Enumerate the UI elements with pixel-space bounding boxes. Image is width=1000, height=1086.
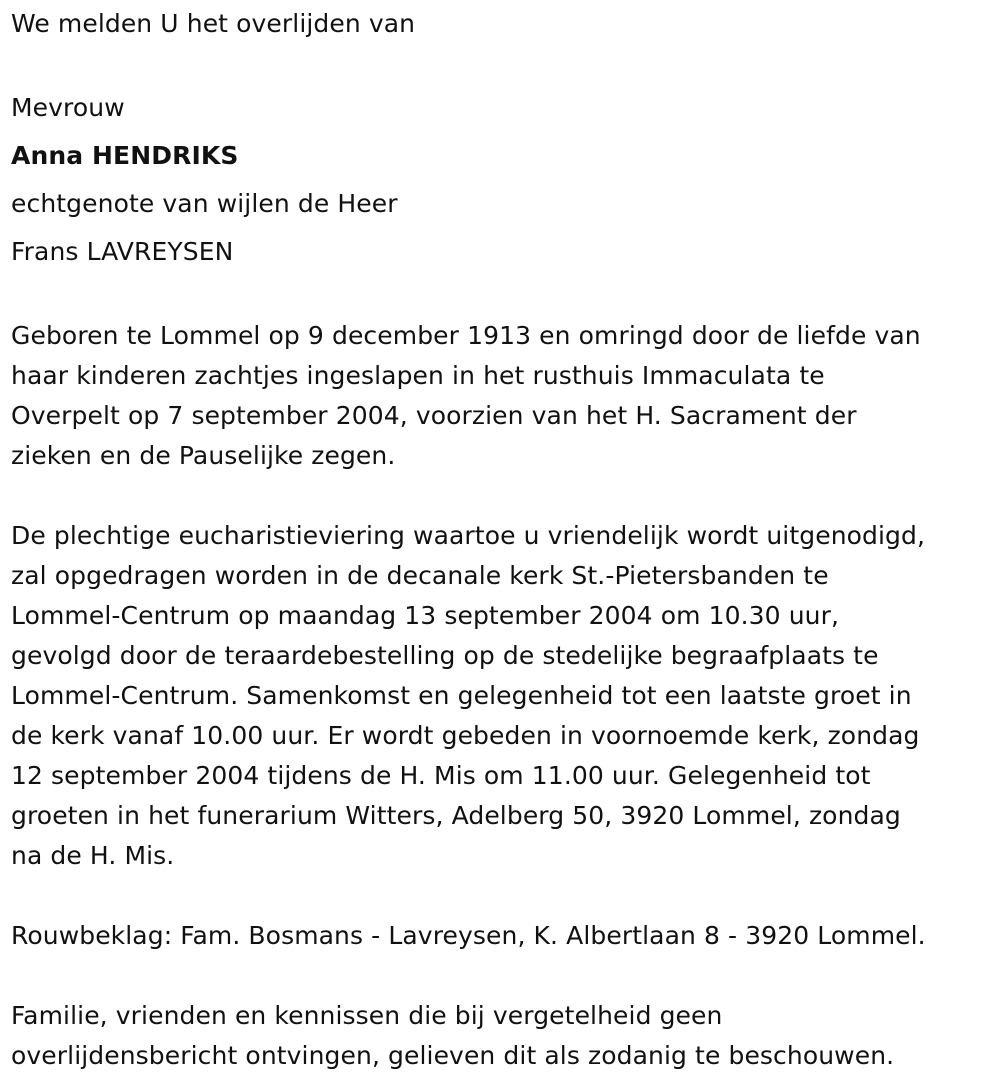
intro-text: We melden U het overlijden van [11, 9, 416, 38]
paragraph-line: Geboren te Lommel op 9 december 1913 en omringd door de liefde van [11, 321, 921, 350]
spacer [11, 476, 986, 516]
paragraph-line: Overpelt op 7 september 2004, voorzien van het H. Sacrament der [11, 401, 857, 430]
spacer [11, 276, 986, 316]
spacer [11, 956, 986, 996]
paragraph-line: 12 september 2004 tijdens de H. Mis om 11.00 uur. Gelegenheid tot [11, 761, 871, 790]
paragraph-line: na de H. Mis. [11, 841, 175, 870]
spacer [11, 876, 986, 916]
paragraph-line: Lommel-Centrum op maandag 13 september 2004 om 10.30 uur, [11, 601, 840, 630]
paragraph-line: zal opgedragen worden in de decanale kerk St.-Pietersbanden te [11, 561, 829, 590]
paragraph-line: gevolgd door de teraardebestelling op de stedelijke begraafplaats te [11, 641, 879, 670]
paragraph-line: de kerk vanaf 10.00 uur. Er wordt gebeden in voornoemde kerk, zondag [11, 721, 920, 750]
funeral-paragraph [11, 516, 986, 876]
birth-death-paragraph [11, 316, 986, 476]
paragraph-line: zieken en de Pauselijke zegen. [11, 441, 396, 470]
deceased-block [11, 84, 986, 276]
closing-paragraph [11, 996, 986, 1076]
title-text: Mevrouw [11, 93, 125, 122]
spacer [11, 44, 986, 84]
deceased-name: Anna HENDRIKS [11, 141, 239, 170]
paragraph-line: De plechtige eucharistieviering waartoe u vriendelijk wordt uitgenodigd, [11, 521, 926, 550]
death-notice [11, 4, 986, 1076]
mourning-address: Rouwbeklag: Fam. Bosmans - Lavreysen, K. Albertlaan 8 - 3920 Lommel. [11, 921, 926, 950]
paragraph-line: haar kinderen zachtjes ingeslapen in het rusthuis Immaculata te [11, 361, 825, 390]
spouse-name: Frans LAVREYSEN [11, 237, 234, 266]
paragraph-line: groeten in het funerarium Witters, Adelberg 50, 3920 Lommel, zondag [11, 801, 901, 830]
relation-text: echtgenote van wijlen de Heer [11, 189, 398, 218]
paragraph-line: Familie, vrienden en kennissen die bij vergetelheid geen [11, 1001, 723, 1030]
paragraph-line: Lommel-Centrum. Samenkomst en gelegenheid tot een laatste groet in [11, 681, 912, 710]
paragraph-line: overlijdensbericht ontvingen, gelieven dit als zodanig te beschouwen. [11, 1041, 895, 1070]
